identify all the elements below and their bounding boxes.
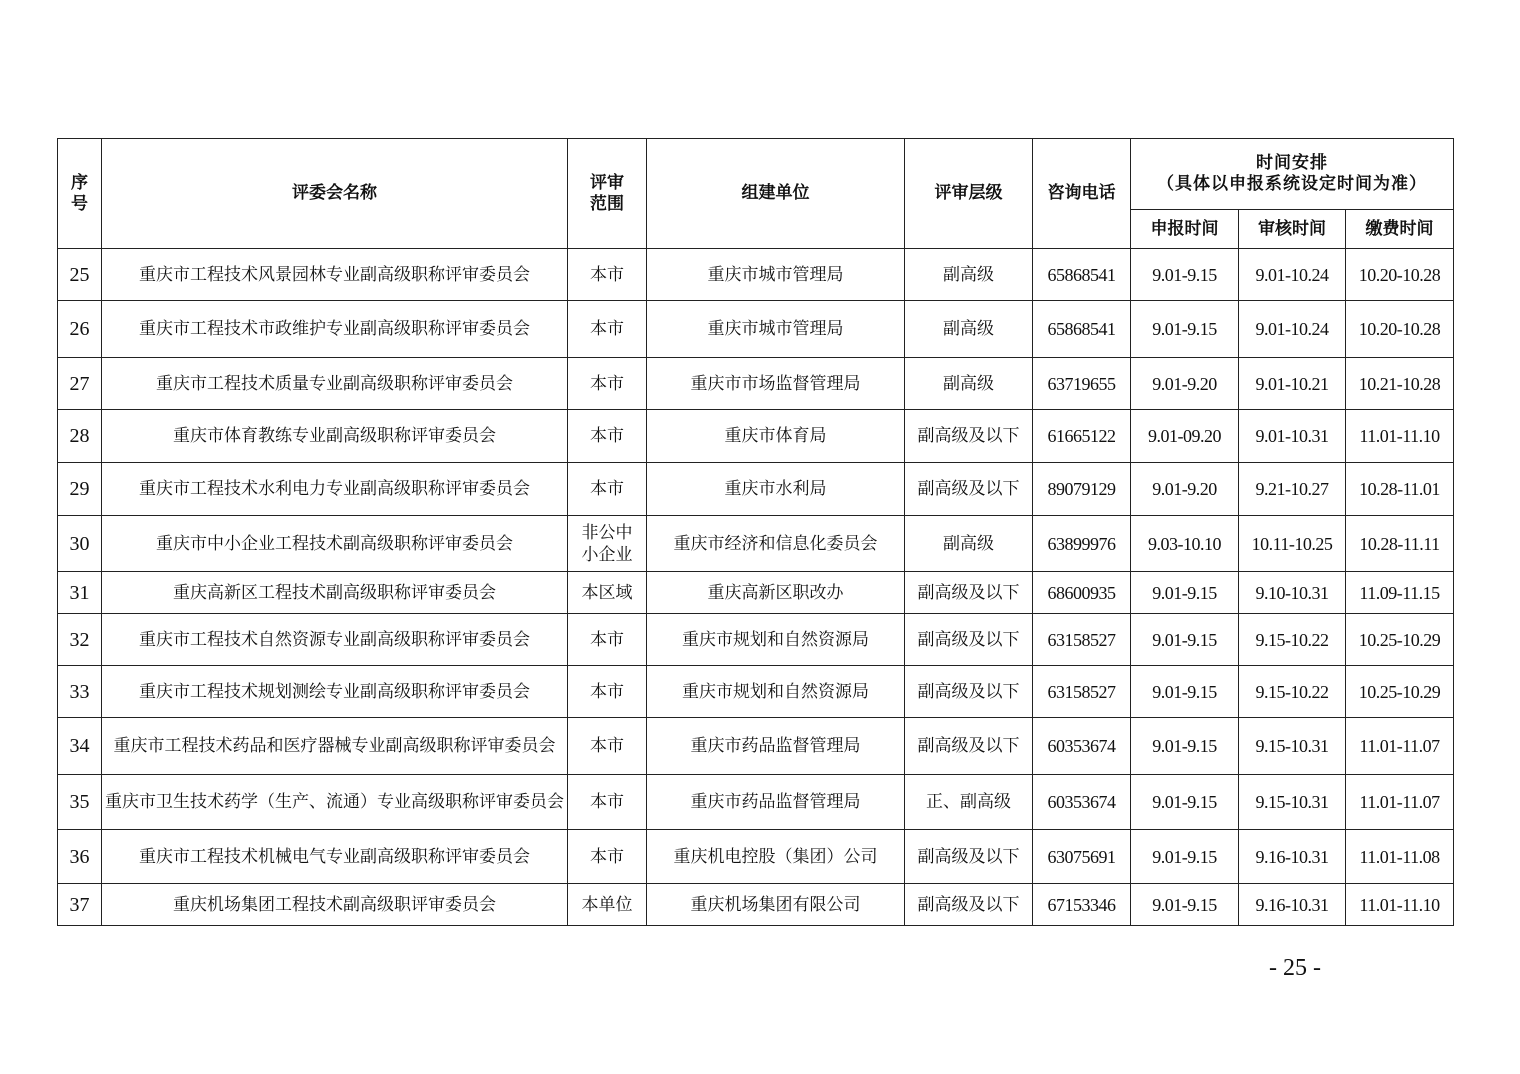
fee-time-cell: 10.20-10.28 — [1346, 249, 1454, 301]
phone-cell: 68600935 — [1033, 572, 1131, 614]
scope-cell: 本市 — [568, 301, 647, 358]
phone-cell: 63899976 — [1033, 516, 1131, 572]
level-cell: 副高级 — [905, 358, 1033, 410]
review-time-cell: 9.01-10.31 — [1239, 410, 1346, 463]
phone-cell: 63158527 — [1033, 614, 1131, 666]
org-cell: 重庆市规划和自然资源局 — [647, 614, 905, 666]
header-org: 组建单位 — [647, 139, 905, 249]
seq-cell: 28 — [58, 410, 102, 463]
committee-name-cell: 重庆市体育教练专业副高级职称评审委员会 — [102, 410, 568, 463]
seq-cell: 31 — [58, 572, 102, 614]
level-cell: 副高级及以下 — [905, 666, 1033, 718]
fee-time-cell: 10.25-10.29 — [1346, 666, 1454, 718]
org-cell: 重庆市市场监督管理局 — [647, 358, 905, 410]
review-time-cell: 9.10-10.31 — [1239, 572, 1346, 614]
phone-cell: 63075691 — [1033, 830, 1131, 884]
phone-cell: 60353674 — [1033, 718, 1131, 775]
level-cell: 副高级及以下 — [905, 463, 1033, 516]
level-cell: 副高级 — [905, 249, 1033, 301]
scope-cell: 本市 — [568, 358, 647, 410]
level-cell: 副高级及以下 — [905, 614, 1033, 666]
committee-name-cell: 重庆机场集团工程技术副高级职评审委员会 — [102, 884, 568, 926]
level-cell: 副高级及以下 — [905, 572, 1033, 614]
level-cell: 副高级及以下 — [905, 410, 1033, 463]
fee-time-cell: 10.25-10.29 — [1346, 614, 1454, 666]
seq-cell: 25 — [58, 249, 102, 301]
header-fee-time: 缴费时间 — [1346, 210, 1454, 249]
apply-time-cell: 9.01-9.20 — [1131, 463, 1239, 516]
level-cell: 副高级及以下 — [905, 884, 1033, 926]
committee-name-cell: 重庆市工程技术机械电气专业副高级职称评审委员会 — [102, 830, 568, 884]
committee-name-cell: 重庆高新区工程技术副高级职称评审委员会 — [102, 572, 568, 614]
seq-cell: 36 — [58, 830, 102, 884]
level-cell: 副高级及以下 — [905, 718, 1033, 775]
header-phone: 咨询电话 — [1033, 139, 1131, 249]
fee-time-cell: 11.01-11.07 — [1346, 775, 1454, 830]
review-time-cell: 9.01-10.24 — [1239, 249, 1346, 301]
table-row — [58, 301, 1454, 358]
table-row — [58, 775, 1454, 830]
review-time-cell: 9.15-10.22 — [1239, 614, 1346, 666]
seq-cell: 34 — [58, 718, 102, 775]
org-cell: 重庆机场集团有限公司 — [647, 884, 905, 926]
org-cell: 重庆市规划和自然资源局 — [647, 666, 905, 718]
org-cell: 重庆高新区职改办 — [647, 572, 905, 614]
scope-cell: 本市 — [568, 410, 647, 463]
org-cell: 重庆市药品监督管理局 — [647, 775, 905, 830]
scope-cell: 本市 — [568, 775, 647, 830]
apply-time-cell: 9.01-9.15 — [1131, 775, 1239, 830]
review-time-cell: 9.01-10.24 — [1239, 301, 1346, 358]
scope-cell: 本市 — [568, 249, 647, 301]
phone-cell: 61665122 — [1033, 410, 1131, 463]
seq-cell: 26 — [58, 301, 102, 358]
committee-name-cell: 重庆市中小企业工程技术副高级职称评审委员会 — [102, 516, 568, 572]
table-row — [58, 572, 1454, 614]
table-row — [58, 249, 1454, 301]
seq-cell: 27 — [58, 358, 102, 410]
org-cell: 重庆机电控股（集团）公司 — [647, 830, 905, 884]
scope-cell: 非公中 小企业 — [568, 516, 647, 572]
table-row — [58, 358, 1454, 410]
fee-time-cell: 10.28-11.01 — [1346, 463, 1454, 516]
apply-time-cell: 9.01-9.15 — [1131, 718, 1239, 775]
org-cell: 重庆市药品监督管理局 — [647, 718, 905, 775]
org-cell: 重庆市水利局 — [647, 463, 905, 516]
apply-time-cell: 9.01-9.15 — [1131, 666, 1239, 718]
table-row — [58, 884, 1454, 926]
level-cell: 副高级 — [905, 301, 1033, 358]
committee-name-cell: 重庆市工程技术药品和医疗器械专业副高级职称评审委员会 — [102, 718, 568, 775]
scope-cell: 本市 — [568, 463, 647, 516]
seq-cell: 30 — [58, 516, 102, 572]
phone-cell: 65868541 — [1033, 249, 1131, 301]
committee-name-cell: 重庆市工程技术风景园林专业副高级职称评审委员会 — [102, 249, 568, 301]
apply-time-cell: 9.01-9.15 — [1131, 614, 1239, 666]
table-row — [58, 463, 1454, 516]
committee-name-cell: 重庆市工程技术水利电力专业副高级职称评审委员会 — [102, 463, 568, 516]
table-row — [58, 666, 1454, 718]
table-row — [58, 614, 1454, 666]
fee-time-cell: 11.01-11.08 — [1346, 830, 1454, 884]
table-row — [58, 516, 1454, 572]
table-row — [58, 410, 1454, 463]
scope-cell: 本市 — [568, 718, 647, 775]
header-review-time: 审核时间 — [1239, 210, 1346, 249]
committee-name-cell: 重庆市工程技术质量专业副高级职称评审委员会 — [102, 358, 568, 410]
fee-time-cell: 11.09-11.15 — [1346, 572, 1454, 614]
review-time-cell: 9.01-10.21 — [1239, 358, 1346, 410]
level-cell: 正、副高级 — [905, 775, 1033, 830]
review-time-cell: 9.16-10.31 — [1239, 830, 1346, 884]
level-cell: 副高级及以下 — [905, 830, 1033, 884]
header-seq: 序 号 — [58, 139, 102, 249]
committee-name-cell: 重庆市工程技术自然资源专业副高级职称评审委员会 — [102, 614, 568, 666]
review-time-cell: 9.16-10.31 — [1239, 884, 1346, 926]
review-time-cell: 9.15-10.31 — [1239, 775, 1346, 830]
seq-cell: 33 — [58, 666, 102, 718]
seq-cell: 35 — [58, 775, 102, 830]
scope-cell: 本市 — [568, 666, 647, 718]
header-schedule: 时间安排 （具体以申报系统设定时间为准） — [1131, 139, 1454, 210]
header-apply-time: 申报时间 — [1131, 210, 1239, 249]
table-row — [58, 830, 1454, 884]
apply-time-cell: 9.03-10.10 — [1131, 516, 1239, 572]
level-cell: 副高级 — [905, 516, 1033, 572]
fee-time-cell: 11.01-11.10 — [1346, 410, 1454, 463]
table-row — [58, 718, 1454, 775]
apply-time-cell: 9.01-9.15 — [1131, 572, 1239, 614]
fee-time-cell: 11.01-11.07 — [1346, 718, 1454, 775]
seq-cell: 37 — [58, 884, 102, 926]
phone-cell: 63719655 — [1033, 358, 1131, 410]
apply-time-cell: 9.01-9.20 — [1131, 358, 1239, 410]
apply-time-cell: 9.01-9.15 — [1131, 301, 1239, 358]
seq-cell: 29 — [58, 463, 102, 516]
org-cell: 重庆市城市管理局 — [647, 301, 905, 358]
committee-name-cell: 重庆市工程技术规划测绘专业副高级职称评审委员会 — [102, 666, 568, 718]
header-level: 评审层级 — [905, 139, 1033, 249]
page-number: - 25 - — [1269, 955, 1321, 981]
scope-cell: 本单位 — [568, 884, 647, 926]
org-cell: 重庆市体育局 — [647, 410, 905, 463]
review-time-cell: 9.21-10.27 — [1239, 463, 1346, 516]
header-name: 评委会名称 — [102, 139, 568, 249]
org-cell: 重庆市经济和信息化委员会 — [647, 516, 905, 572]
seq-cell: 32 — [58, 614, 102, 666]
committee-name-cell: 重庆市工程技术市政维护专业副高级职称评审委员会 — [102, 301, 568, 358]
fee-time-cell: 10.28-11.11 — [1346, 516, 1454, 572]
phone-cell: 60353674 — [1033, 775, 1131, 830]
phone-cell: 67153346 — [1033, 884, 1131, 926]
org-cell: 重庆市城市管理局 — [647, 249, 905, 301]
header-scope: 评审 范围 — [568, 139, 647, 249]
apply-time-cell: 9.01-9.15 — [1131, 249, 1239, 301]
scope-cell: 本区域 — [568, 572, 647, 614]
phone-cell: 65868541 — [1033, 301, 1131, 358]
committee-table — [57, 138, 1454, 926]
review-time-cell: 9.15-10.31 — [1239, 718, 1346, 775]
apply-time-cell: 9.01-9.15 — [1131, 830, 1239, 884]
fee-time-cell: 10.21-10.28 — [1346, 358, 1454, 410]
committee-name-cell: 重庆市卫生技术药学（生产、流通）专业高级职称评审委员会 — [102, 775, 568, 830]
scope-cell: 本市 — [568, 830, 647, 884]
scope-cell: 本市 — [568, 614, 647, 666]
apply-time-cell: 9.01-09.20 — [1131, 410, 1239, 463]
fee-time-cell: 11.01-11.10 — [1346, 884, 1454, 926]
review-time-cell: 9.15-10.22 — [1239, 666, 1346, 718]
fee-time-cell: 10.20-10.28 — [1346, 301, 1454, 358]
phone-cell: 89079129 — [1033, 463, 1131, 516]
table-body — [58, 249, 1454, 926]
apply-time-cell: 9.01-9.15 — [1131, 884, 1239, 926]
phone-cell: 63158527 — [1033, 666, 1131, 718]
review-time-cell: 10.11-10.25 — [1239, 516, 1346, 572]
